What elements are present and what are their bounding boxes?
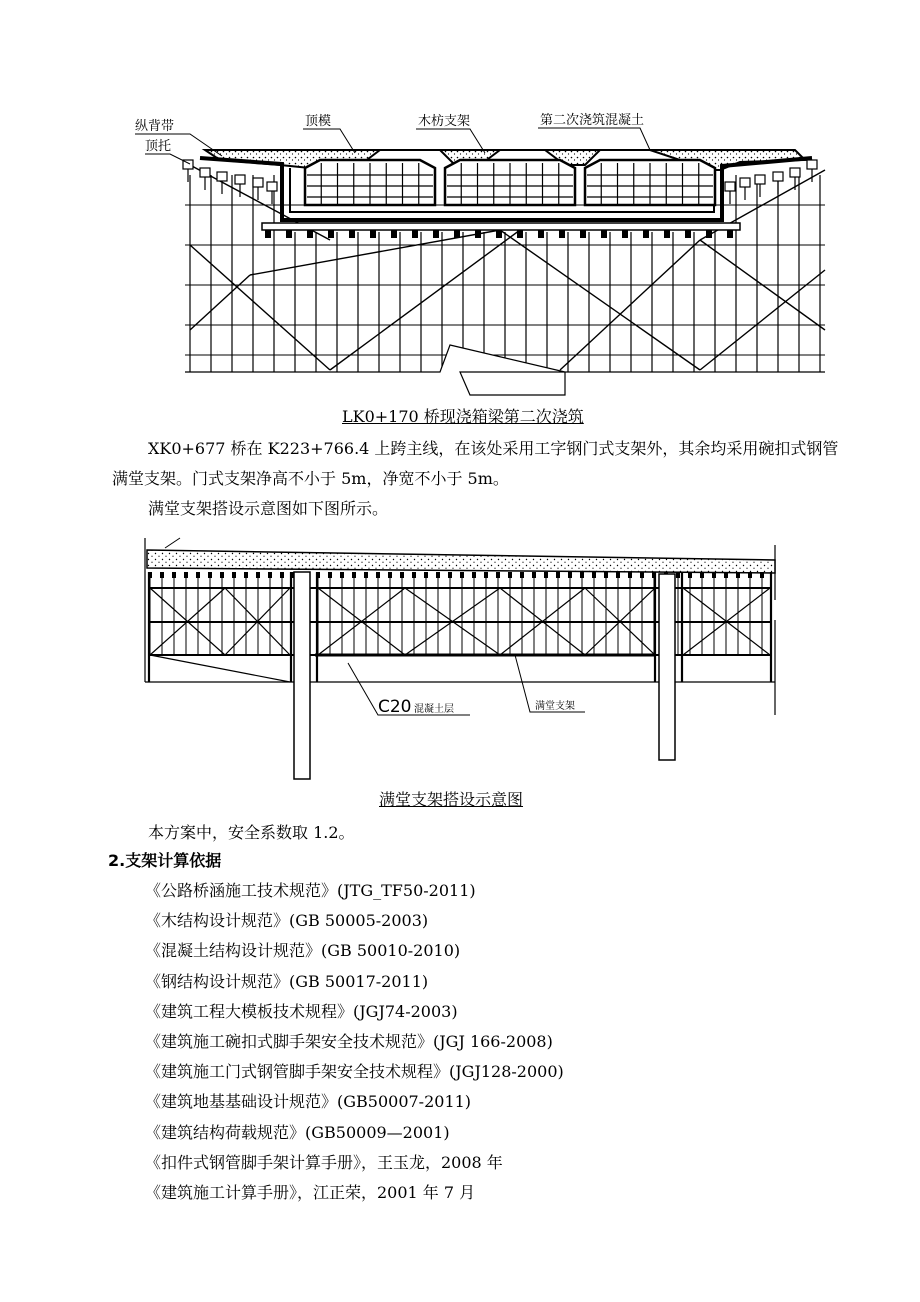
pier-right <box>659 574 675 760</box>
bottom-beam <box>262 223 740 230</box>
top-jacks <box>265 230 733 238</box>
label-dingmo: 顶模 <box>305 114 332 129</box>
label-mufangzhijia: 木枋支架 <box>418 114 471 129</box>
concrete-slab <box>147 550 775 573</box>
paragraph-1: XK0+677 桥在 K223+766.4 上跨主线，在该处采用工字钢门式支架外，其余均采用碗扣式钢管满堂支架。门式支架净高不小于 5m，净宽不小于 5m。 <box>112 439 839 488</box>
reference-item: 《钢结构设计规范》(GB 50017-2011) <box>145 971 429 991</box>
reference-item: 《扣件式钢管脚手架计算手册》，王玉龙，2008 年 <box>145 1152 503 1172</box>
reference-item: 《建筑地基基础设计规范》(GB50007-2011) <box>145 1092 472 1112</box>
paragraph-2: 满堂支架搭设示意图如下图所示。 <box>148 499 389 518</box>
pier-left <box>294 572 310 779</box>
label-zongbeidai: 纵背带 <box>135 119 175 134</box>
reference-item: 《公路桥涵施工技术规范》(JTG_TF50-2011) <box>145 881 476 900</box>
section-heading: 2.支架计算依据 <box>108 851 222 870</box>
timber-formwork-cells <box>305 160 715 205</box>
reference-item: 《建筑施工计算手册》，江正荣，2001 年 7 月 <box>145 1183 476 1203</box>
label-full-support: 满堂支架 <box>535 701 575 712</box>
full-support-figure <box>130 530 790 785</box>
figure1-caption: LK0+170 桥现浇箱梁第二次浇筑 <box>342 407 584 426</box>
label-concrete: 第二次浇筑混凝土 <box>540 113 645 128</box>
reference-item: 《建筑施工门式钢管脚手架安全技术规程》(JGJ128-2000) <box>145 1062 564 1082</box>
reference-item: 《建筑施工碗扣式脚手架安全技术规范》(JGJ 166-2008) <box>145 1032 553 1052</box>
label-c20: C20 <box>378 697 412 717</box>
label-c20-layer: 混凝土层 <box>414 704 454 715</box>
reference-item: 《建筑工程大模板技术规程》(JGJ74-2003) <box>145 1001 458 1021</box>
reference-list <box>145 876 564 1208</box>
box-girder-figure <box>120 100 835 400</box>
paragraph-3: 本方案中，安全系数取 1.2。 <box>148 823 355 842</box>
label-dingtuo: 顶托 <box>145 139 172 154</box>
figure2-caption: 满堂支架搭设示意图 <box>379 790 524 809</box>
reference-item: 《混凝土结构设计规范》(GB 50010-2010) <box>145 941 461 961</box>
reference-item: 《建筑结构荷载规范》(GB50009—2001) <box>145 1122 450 1142</box>
reference-item: 《木结构设计规范》(GB 50005-2003) <box>145 911 429 931</box>
support-cross-bracing <box>150 588 770 682</box>
